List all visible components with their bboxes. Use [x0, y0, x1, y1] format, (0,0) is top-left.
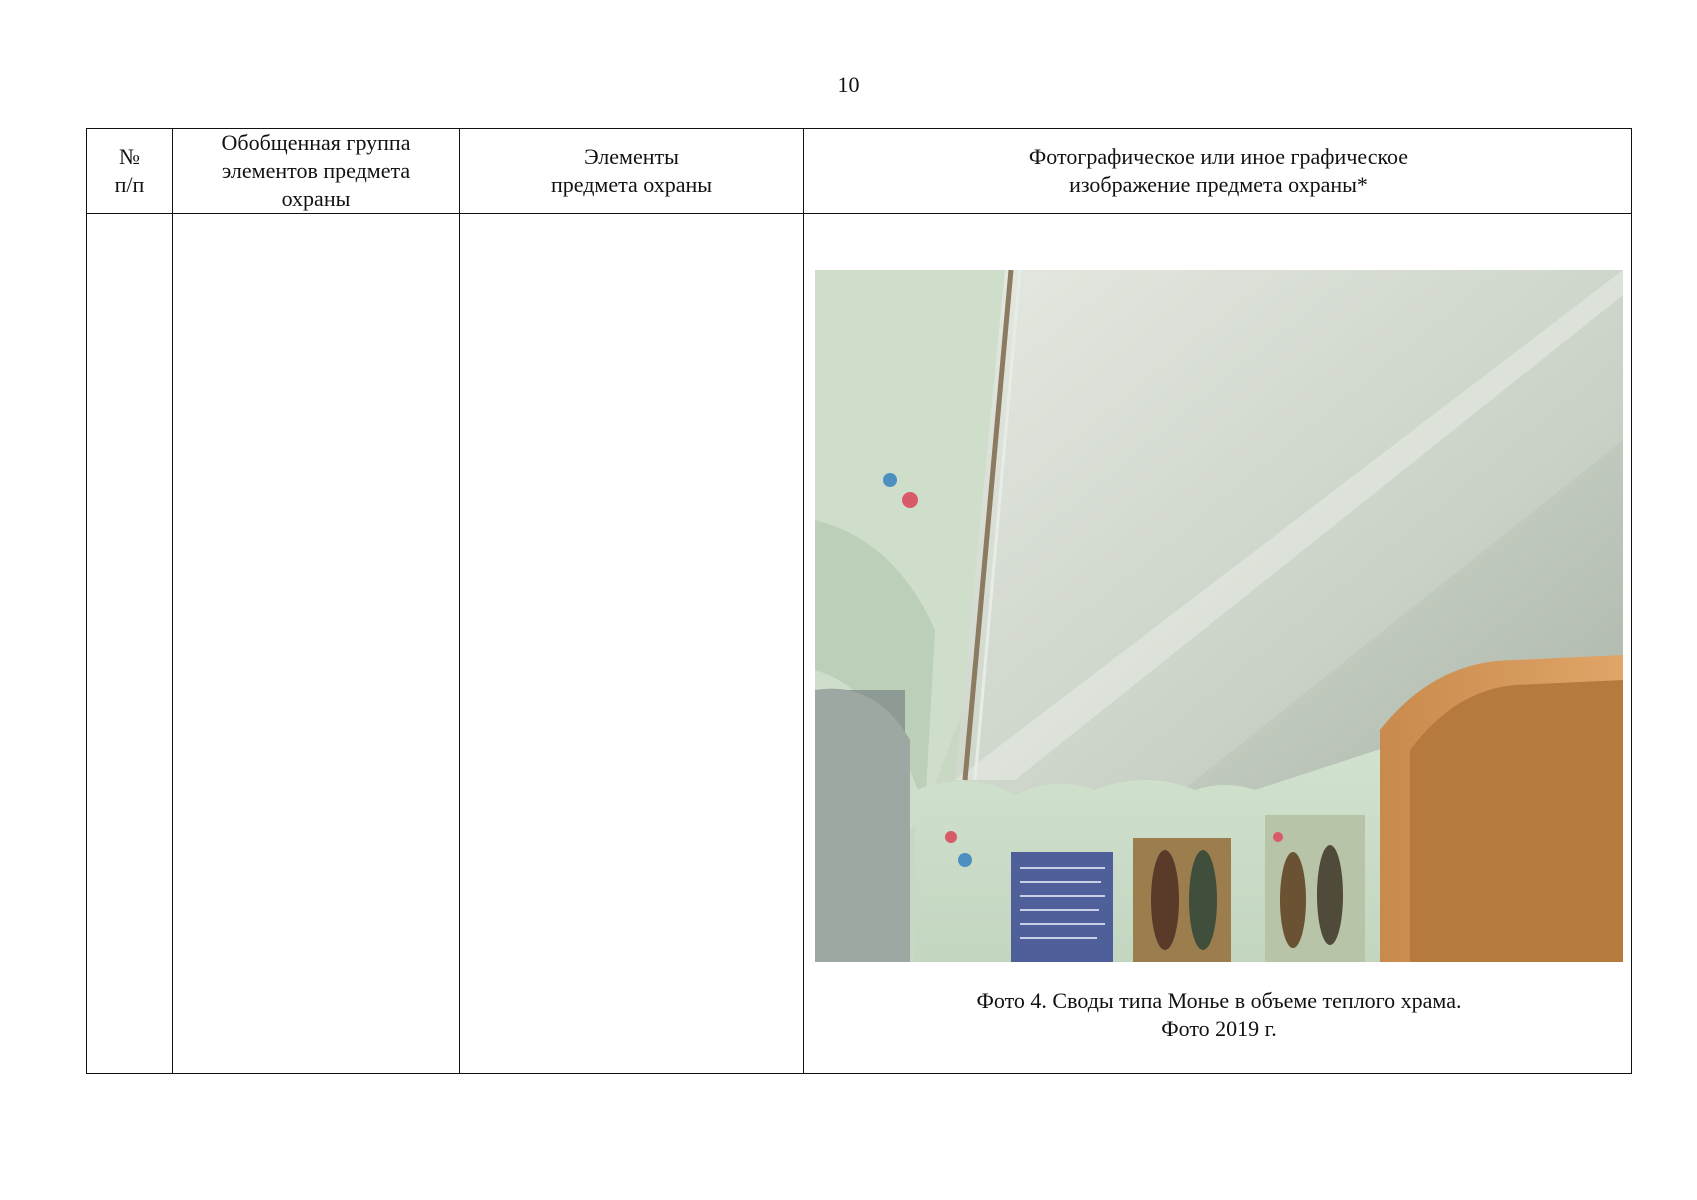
photo-caption	[815, 987, 1623, 1043]
header-group: Обобщенная группа элементов предмета охраны	[221, 130, 411, 211]
caption-line-2: Фото 2019 г.	[1161, 1016, 1277, 1041]
protection-table	[86, 128, 1632, 1074]
column-divider	[803, 129, 804, 1073]
caption-line-1: Фото 4. Своды типа Монье в объеме теплого храма.	[976, 988, 1462, 1013]
header-image: Фотографическое или иное графическое изображение предмета охраны*	[1028, 144, 1409, 197]
page-number: 10	[837, 72, 860, 97]
header-elements: Элементы предмета охраны	[550, 144, 713, 197]
vault-photo	[815, 270, 1623, 962]
header-divider	[87, 213, 1631, 214]
column-divider	[172, 129, 173, 1073]
header-number: № п/п	[114, 144, 145, 197]
column-divider	[459, 129, 460, 1073]
